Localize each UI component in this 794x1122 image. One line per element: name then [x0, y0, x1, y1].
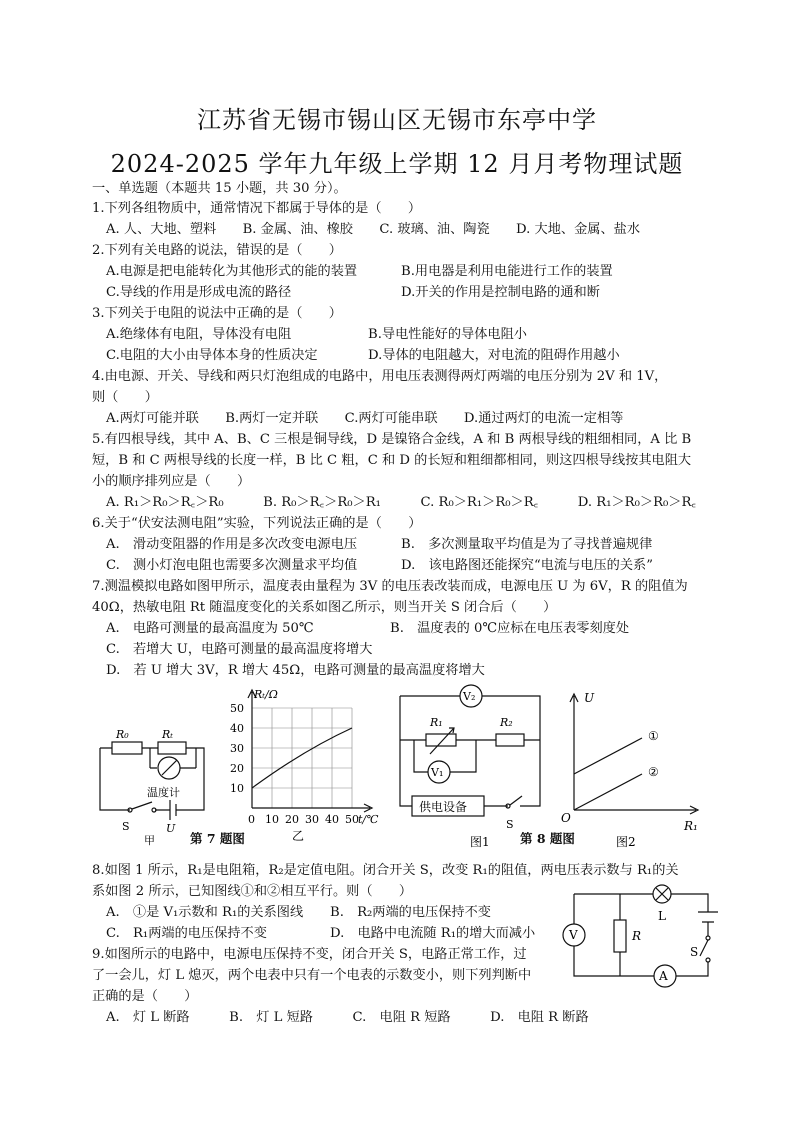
q6-option-c: C. 测小灯泡电阻也需要多次测量求平均值 [106, 558, 358, 573]
fig8b-origin: O [561, 811, 571, 825]
fig7-meter-label: 温度计 [147, 786, 180, 799]
exam-title-line1: 江苏省无锡市锡山区无锡市东亭中学 [197, 106, 597, 134]
q6-stem: 6.关于“伏安法测电阻”实验，下列说法正确的是（ ） [92, 516, 422, 531]
fig9-s-label: S [690, 945, 699, 959]
fig7b-xtick: 20 [285, 813, 299, 826]
fig7-r0-label: R₀ [116, 728, 129, 741]
q5-options: A. R₁＞R₀＞R꜀＞R₀ B. R₀＞R꜀＞R₀＞R₁ C. R₀＞R₁＞R₀＞R꜀ D. R₁＞R₀＞R₀＞R꜀ [106, 495, 696, 510]
q2-stem: 2.下列有关电路的说法，错误的是（ ） [92, 243, 342, 258]
fig8-supply-label: 供电设备 [419, 800, 468, 814]
q2-option-c: C.导线的作用是形成电流的路径 [106, 285, 292, 300]
q3-stem: 3.下列关于电阻的说法中正确的是（ ） [92, 306, 342, 321]
fig8b-tu2-label: 图2 [616, 835, 636, 848]
fig7b-ytick: 50 [230, 702, 244, 715]
q7-option-d: D. 若 U 增大 3V，R 增大 45Ω，电路可测量的最高温度将增大 [106, 663, 485, 678]
fig8b-ylabel: U [584, 691, 595, 705]
fig8-v1-label: V₁ [431, 766, 444, 779]
q2-option-d: D.开关的作用是控制电路的通和断 [401, 285, 600, 300]
q8-stem-line2: 系如图 2 所示，已知图线①和②相互平行。则（ ） [92, 884, 413, 899]
q4-stem-line2: 则（ ） [92, 390, 158, 405]
q8-option-a: A. ①是 V₁示数和 R₁的关系图线 [106, 905, 304, 920]
figure-7-circuit [92, 718, 217, 846]
fig8b-line1-label: ① [648, 729, 659, 743]
fig8-r2-label: R₂ [500, 716, 513, 729]
section-heading: 一、单选题（本题共 15 小题，共 30 分）。 [92, 181, 347, 196]
figure-7-graph [222, 686, 388, 846]
fig7b-xtick: 0 [248, 813, 255, 826]
q6-option-a: A. 滑动变阻器的作用是多次改变电源电压 [106, 537, 358, 552]
fig8-r1-label: R₁ [430, 716, 443, 729]
q8-option-d: D. 电路中电流随 R₁的增大而减小 [330, 926, 536, 941]
fig7b-ytick: 10 [230, 782, 244, 795]
q1-stem: 1.下列各组物质中，通常情况下都属于导体的是（ ） [92, 201, 422, 216]
fig7b-yi-label: 乙 [292, 829, 305, 843]
q9-stem-line2: 了一会儿，灯 L 熄灭，两个电表中只有一个电表的示数变小，则下列判断中 [92, 968, 532, 983]
q4-stem-line1: 4.由电源、开关、导线和两只灯泡组成的电路中，用电压表测得两灯两端的电压分别为 2V 和 1V， [92, 369, 668, 384]
q9-stem-line3: 正确的是（ ） [92, 989, 198, 1004]
q7-option-a: A. 电路可测量的最高温度为 50℃ [106, 621, 314, 636]
figure-8-graph [556, 688, 706, 848]
q7-stem-line1: 7.测温模拟电路如图甲所示，温度表由量程为 3V 的电压表改装而成，电源电压 U 为 6V，R 的阻值为 [92, 579, 688, 594]
q8-stem-line1: 8.如图 1 所示，R₁是电阻箱，R₂是定值电阻。闭合开关 S，改变 R₁的阻值，两电压表示数与 R₁的关 [92, 863, 679, 878]
q7-option-c: C. 若增大 U，电路可测量的最高温度将增大 [106, 642, 373, 657]
q8-option-c: C. R₁两端的电压保持不变 [106, 926, 267, 941]
q4-options: A.两灯可能并联 B.两灯一定并联 C.两灯可能串联 D.通过两灯的电流一定相等 [106, 411, 624, 426]
fig8-switch-label: S [506, 818, 514, 831]
q5-stem-line3: 小的顺序排列应是（ ） [92, 474, 251, 489]
figure-7-caption: 第 7 题图 [190, 831, 245, 846]
fig8-tu1-label: 图1 [470, 835, 490, 849]
figure-9-circuit [562, 880, 732, 988]
q2-option-a: A.电源是把电能转化为其他形式的能的装置 [106, 264, 358, 279]
q3-option-b: B.导电性能好的导体电阻小 [368, 327, 527, 342]
fig8b-xlabel: R₁ [684, 819, 698, 833]
fig7b-xtick: 50 [345, 813, 359, 826]
q3-option-c: C.电阻的大小由导体本身的性质决定 [106, 348, 318, 363]
figure-8-circuit [392, 684, 552, 854]
q5-stem-line1: 5.有四根导线，其中 A、B、C 三根是铜导线，D 是镍铬合金线，A 和 B 两根导线的粗细相同，A 比 B [92, 432, 692, 447]
fig9-r-label: R [632, 929, 642, 943]
q2-option-b: B.用电器是利用电能进行工作的装置 [401, 264, 613, 279]
fig7-jia-label: 甲 [144, 834, 155, 846]
fig7b-ylabel: Rₜ/Ω [254, 688, 278, 701]
q1-options: A. 人、大地、塑料 B. 金属、油、橡胶 C. 玻璃、油、陶瓷 D. 大地、金属、盐水 [106, 222, 641, 237]
q8-option-b: B. R₂两端的电压保持不变 [330, 905, 491, 920]
fig7b-xtick: 40 [325, 813, 339, 826]
fig7b-ytick: 40 [230, 722, 244, 735]
fig7-voltage-label: U [166, 822, 176, 835]
q6-option-b: B. 多次测量取平均值是为了寻找普遍规律 [401, 537, 653, 552]
fig7b-xtick: 10 [265, 813, 279, 826]
figure-8-caption: 第 8 题图 [520, 831, 575, 846]
exam-title-line2: 2024-2025 学年九年级上学期 12 月月考物理试题 [110, 150, 684, 178]
q9-options: A. 灯 L 断路 B. 灯 L 短路 C. 电阻 R 短路 D. 电阻 R 断路 [106, 1010, 589, 1025]
fig7-switch-label: S [122, 820, 130, 833]
fig7-rt-label: Rₜ [162, 728, 173, 741]
fig9-v-label: V [569, 928, 578, 942]
fig9-a-label: A [659, 969, 668, 983]
fig7b-ytick: 30 [230, 742, 244, 755]
fig8b-line2-label: ② [648, 765, 659, 779]
q3-option-d: D.导体的电阻越大，对电流的阻碍作用越小 [368, 348, 620, 363]
q9-stem-line1: 9.如图所示的电路中，电源电压保持不变，闭合开关 S，电路正常工作，过 [92, 947, 527, 962]
fig9-l-label: L [658, 909, 666, 923]
q3-option-a: A.绝缘体有电阻，导体没有电阻 [106, 327, 292, 342]
q5-stem-line2: 短，B 和 C 两根导线的长度一样，B 比 C 粗，C 和 D 的长短和粗细都相同，则这四根导线按其电阻大 [92, 453, 692, 468]
fig7b-ytick: 20 [230, 762, 244, 775]
fig8-v2-label: V₂ [463, 690, 476, 703]
fig7b-xtick: 30 [305, 813, 319, 826]
q7-stem-line2: 40Ω，热敏电阻 Rt 随温度变化的关系如图乙所示，则当开关 S 闭合后（ ） [92, 600, 557, 615]
q6-option-d: D. 该电路图还能探究“电流与电压的关系” [401, 558, 653, 573]
q7-option-b: B. 温度表的 0℃应标在电压表零刻度处 [390, 621, 630, 636]
fig7b-xlabel: t/℃ [358, 813, 379, 826]
